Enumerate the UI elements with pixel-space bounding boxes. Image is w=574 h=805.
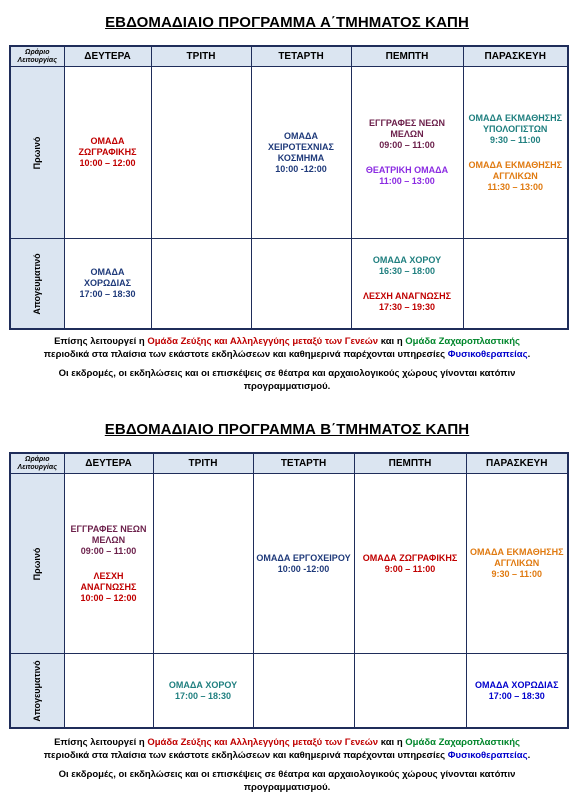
note-highlight-green: Ομάδα Ζαχαροπλαστικής [405, 336, 520, 347]
activity-time: 09:00 – 11:00 [379, 140, 435, 150]
b-morning-mon [64, 474, 153, 654]
activity-name: ΧΟΡΩΔΙΑΣ [83, 278, 132, 288]
note-highlight-blue: Φυσικοθεραπείας [447, 349, 528, 360]
note-line2 [0, 749, 574, 762]
activity-name: ΛΕΣΧΗ [93, 570, 124, 581]
note-line4: προγραμματισμού. [243, 782, 331, 793]
activity-name: ΟΜΑΔΑ [90, 136, 125, 146]
activity-name: ΑΓΓΛΙΚΩΝ [492, 170, 538, 181]
activity-block [252, 131, 351, 175]
activity-block [154, 680, 253, 702]
b-afternoon-thu [354, 654, 466, 729]
activity-name: ΖΩΓΡΑΦΙΚΗΣ [78, 147, 137, 157]
note-text: περιοδικά στα πλαίσια των εκάστοτε εκδηλώσεων και καθημερινά παρέχονται υπηρεσίες [43, 750, 448, 761]
activity-time: 17:00 – 18:30 [488, 690, 545, 701]
activity-time: 09:00 – 11:00 [80, 545, 137, 556]
corner-label-line1: Ωράριο [24, 48, 50, 56]
note-line2 [0, 348, 574, 361]
day-header-tue: ΤΡΙΤΗ [151, 46, 251, 67]
activity-block [352, 165, 463, 187]
a-morning-tue [151, 67, 251, 239]
day-header-thu: ΠΕΜΠΤΗ [351, 46, 463, 67]
activity-name: ΧΕΙΡΟΤΕΧΝΙΑΣ [268, 141, 334, 152]
morning-label-text: Πρωινό [32, 547, 43, 580]
b-afternoon-fri [466, 654, 568, 729]
corner-label-line1: Ωράριο [24, 455, 50, 463]
activity-name: ΕΓΓΡΑΦΕΣ ΝΕΩΝ [70, 523, 147, 534]
activity-time: 17:00 – 18:30 [174, 690, 232, 701]
day-header-wed: ΤΕΤΑΡΤΗ [253, 453, 354, 474]
b-morning-fri [466, 474, 568, 654]
activity-time: 11:00 – 13:00 [379, 176, 435, 186]
activity-block [464, 113, 568, 146]
note-line1 [0, 335, 574, 348]
activity-time: 17:30 – 19:30 [378, 301, 436, 312]
activity-name: ΟΜΑΔΑ ΕΡΓΟΧΕΙΡΟΥ [256, 552, 351, 563]
activity-time: 10:00 – 12:00 [79, 158, 136, 168]
activity-block [467, 547, 568, 580]
activity-block [65, 571, 153, 604]
schedule-b-afternoon-row [10, 654, 568, 729]
a-afternoon-thu [351, 239, 463, 330]
note-text: . [527, 750, 531, 761]
activity-name: ΕΓΓΡΑΦΕΣ ΝΕΩΝ [369, 118, 445, 128]
activity-time: 10:00 – 12:00 [80, 592, 137, 603]
activity-name: ΑΝΑΓΝΩΣΗΣ [80, 581, 137, 592]
afternoon-row-label [10, 239, 64, 330]
a-afternoon-fri [463, 239, 568, 330]
note-line4: προγραμματισμού. [243, 381, 331, 392]
b-morning-wed [253, 474, 354, 654]
activity-time: 10:00 -12:00 [275, 163, 327, 174]
activity-name: ΟΜΑΔΑ ΧΟΡΟΥ [168, 679, 238, 690]
schedule-a-table [9, 45, 569, 330]
activity-block [467, 680, 568, 702]
note-text: . [527, 349, 531, 360]
activity-time: 9:00 – 11:00 [384, 563, 436, 574]
a-morning-thu [351, 67, 463, 239]
afternoon-label-text: Απογευματινό [32, 659, 43, 722]
day-header-thu: ΠΕΜΠΤΗ [354, 453, 466, 474]
note-line3: Οι εκδρομές, οι εκδηλώσεις και οι επισκέψεις σε θέατρα και αρχαιολογικούς χώρους γίνονται κατόπιν [58, 769, 516, 780]
activity-time: 11:30 – 13:00 [487, 181, 544, 192]
a-afternoon-wed [251, 239, 351, 330]
activity-block [355, 553, 466, 575]
day-header-tue: ΤΡΙΤΗ [153, 453, 253, 474]
corner-label [10, 46, 64, 67]
activity-name: ΥΠΟΛΟΓΙΣΤΩΝ [483, 123, 548, 134]
morning-row-label [10, 474, 64, 654]
a-afternoon-tue [151, 239, 251, 330]
activity-name: ΚΟΣΜΗΜΑ [277, 152, 325, 163]
activity-name: ΟΜΑΔΑ ΕΚΜΑΘΗΣΗΣ [468, 159, 563, 170]
schedule-b-note [0, 736, 574, 794]
a-morning-fri [463, 67, 568, 239]
activity-time: 9:30 – 11:00 [491, 569, 543, 579]
day-header-wed: ΤΕΤΑΡΤΗ [251, 46, 351, 67]
day-header-fri: ΠΑΡΑΣΚΕΥΗ [466, 453, 568, 474]
activity-name: ΟΜΑΔΑ [284, 130, 318, 141]
a-morning-wed [251, 67, 351, 239]
activity-block [254, 553, 354, 575]
activity-name: ΜΕΛΩΝ [390, 129, 424, 139]
b-morning-thu [354, 474, 466, 654]
activity-time: 17:00 – 18:30 [79, 289, 136, 299]
activity-block [352, 118, 463, 151]
corner-label-line2: Λειτουργίας [17, 463, 57, 471]
note-text: περιοδικά στα πλαίσια των εκάστοτε εκδηλώσεων και καθημερινά παρέχονται υπηρεσίες [43, 349, 448, 360]
activity-time: 10:00 -12:00 [277, 563, 330, 574]
schedule-a-header-row [10, 46, 568, 67]
activity-name: ΟΜΑΔΑ ΕΚΜΑΘΗΣΗΣ [468, 112, 563, 123]
b-afternoon-mon [64, 654, 153, 729]
afternoon-row-label [10, 654, 64, 729]
activity-block [352, 291, 463, 313]
note-highlight-blue: Φυσικοθεραπείας [447, 750, 528, 761]
afternoon-label-text: Απογευματινό [32, 252, 43, 315]
note-highlight-green: Ομάδα Ζαχαροπλαστικής [405, 737, 520, 748]
schedule-b-table [9, 452, 569, 729]
schedule-b-morning-row [10, 474, 568, 654]
activity-name: ΛΕΣΧΗ ΑΝΑΓΝΩΣΗΣ [362, 290, 451, 301]
schedule-b-title: ΕΒΔΟΜΑΔΙΑΙΟ ΠΡΟΓΡΑΜΜΑ Β΄ΤΜΗΜΑΤΟΣ ΚΑΠΗ [104, 421, 470, 438]
day-header-mon: ΔΕΥΤΕΡΑ [64, 453, 153, 474]
b-morning-tue [153, 474, 253, 654]
activity-block [65, 524, 153, 557]
note-text: και η [378, 737, 406, 748]
a-afternoon-mon [64, 239, 151, 330]
b-afternoon-tue [153, 654, 253, 729]
note-text: και η [378, 336, 406, 347]
activity-name: ΑΓΓΛΙΚΩΝ [494, 558, 540, 568]
note-highlight-red: Ομάδα Ζεύξης και Αλληλεγγύης μεταξύ των Γενεών [147, 737, 379, 748]
note-text: Επίσης λειτουργεί η [54, 336, 148, 347]
activity-name: ΘΕΑΤΡΙΚΗ ΟΜΑΔΑ [365, 165, 449, 175]
activity-name: ΟΜΑΔΑ ΧΟΡΟΥ [372, 254, 442, 265]
schedule-a-title: ΕΒΔΟΜΑΔΙΑΙΟ ΠΡΟΓΡΑΜΜΑ Α΄ΤΜΗΜΑΤΟΣ ΚΑΠΗ [105, 14, 469, 31]
schedule-b-header-row [10, 453, 568, 474]
activity-name: ΟΜΑΔΑ ΖΩΓΡΑΦΙΚΗΣ [362, 552, 458, 563]
activity-name: ΟΜΑΔΑ [90, 267, 125, 277]
note-highlight-red: Ομάδα Ζεύξης και Αλληλεγγύης μεταξύ των Γενεών [147, 336, 379, 347]
note-line1 [0, 736, 574, 749]
morning-label-text: Πρωινό [32, 136, 43, 169]
schedule-a-note [0, 335, 574, 393]
activity-block [65, 136, 151, 169]
a-morning-mon [64, 67, 151, 239]
corner-label-line2: Λειτουργίας [17, 56, 57, 64]
corner-label [10, 453, 64, 474]
activity-name: ΟΜΑΔΑ ΧΟΡΩΔΙΑΣ [474, 679, 559, 690]
day-header-mon: ΔΕΥΤΕΡΑ [64, 46, 151, 67]
b-afternoon-wed [253, 654, 354, 729]
note-line3: Οι εκδρομές, οι εκδηλώσεις και οι επισκέψεις σε θέατρα και αρχαιολογικούς χώρους γίνονται κατόπιν [58, 368, 516, 379]
activity-block [65, 267, 151, 300]
schedule-a-morning-row [10, 67, 568, 239]
activity-name: ΜΕΛΩΝ [91, 534, 126, 545]
activity-block [352, 255, 463, 277]
activity-name: ΟΜΑΔΑ ΕΚΜΑΘΗΣΗΣ [469, 547, 564, 557]
activity-time: 9:30 – 11:00 [489, 134, 541, 145]
activity-block [464, 160, 568, 193]
note-text: Επίσης λειτουργεί η [54, 737, 148, 748]
morning-row-label [10, 67, 64, 239]
schedule-a-afternoon-row [10, 239, 568, 330]
day-header-fri: ΠΑΡΑΣΚΕΥΗ [463, 46, 568, 67]
activity-time: 16:30 – 18:00 [378, 265, 436, 276]
